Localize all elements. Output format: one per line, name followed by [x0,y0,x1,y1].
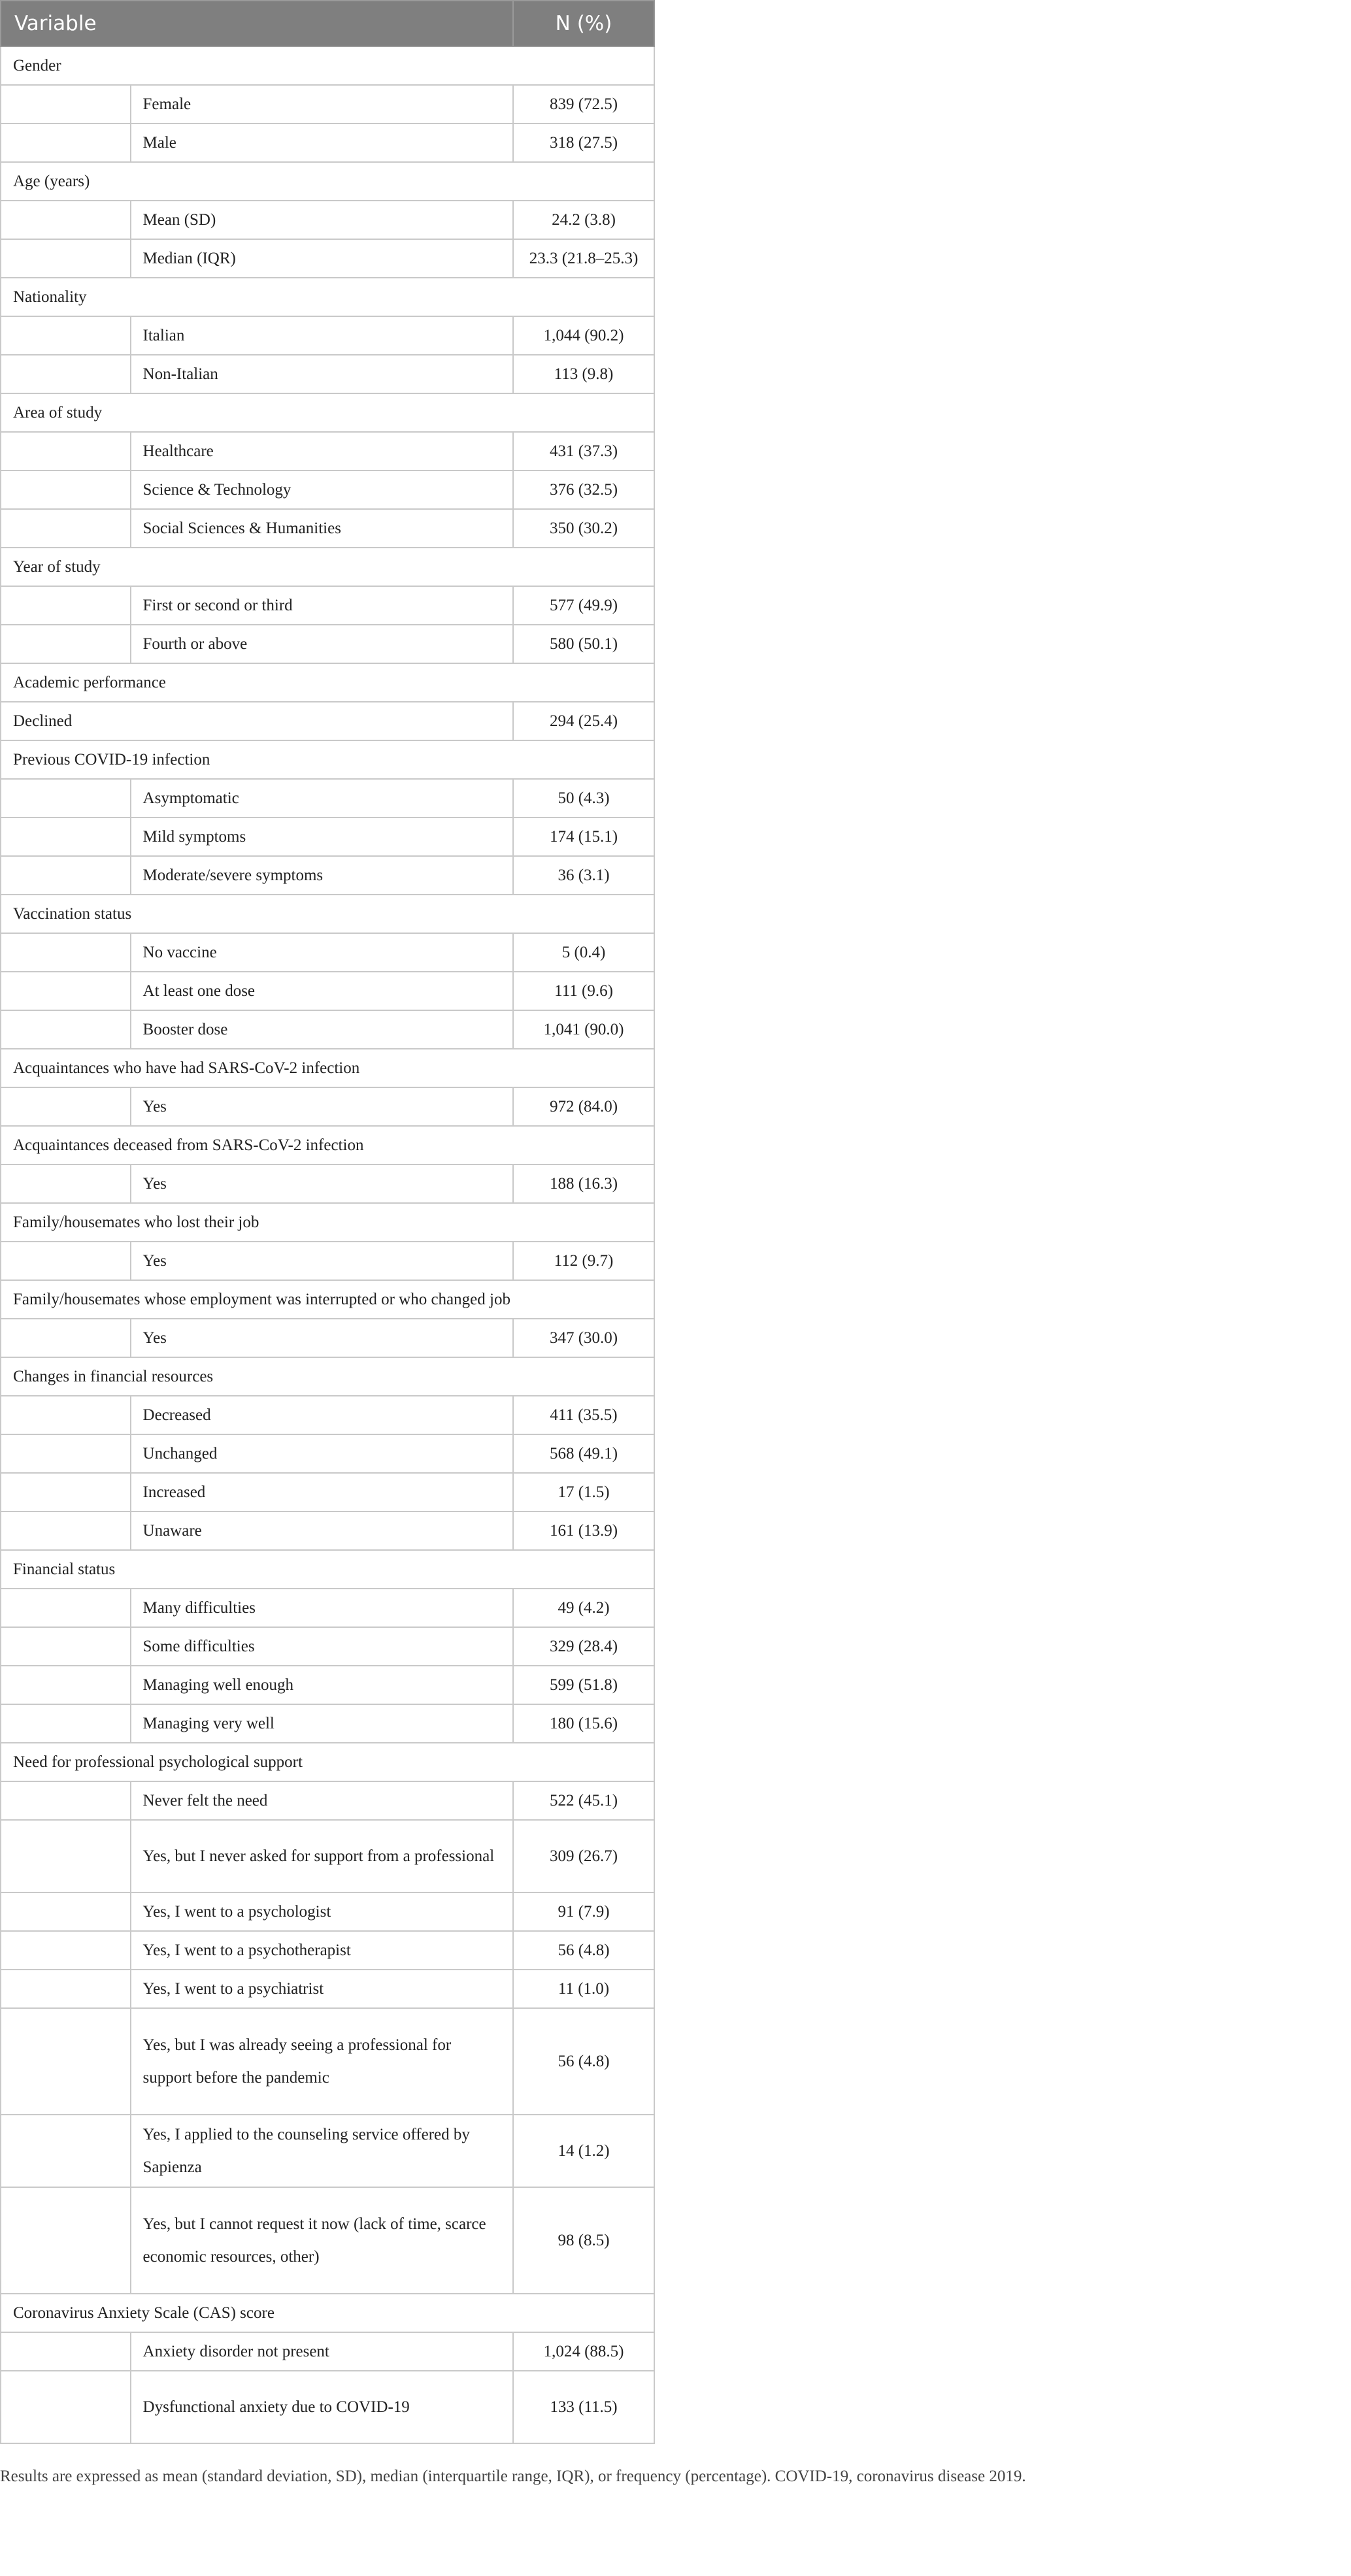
category-row [1,1280,654,1319]
table-row [1,1931,654,1970]
row-value: 24.2 (3.8) [513,201,654,239]
table-footnote: Results are expressed as mean (standard deviation, SD), median (interquartile range, IQR), or frequency (percentage). COVID-19, coronavirus disease 2019. [0,2468,1026,2485]
row-value: 14 (1.2) [513,2115,654,2187]
header-n-percent: N (%) [513,1,654,46]
table-row [1,1666,654,1704]
row-label: Yes, but I cannot request it now (lack of time, scarce economic resources, other) [131,2187,514,2294]
category-label: Financial status [1,1550,654,1589]
row-value: 294 (25.4) [513,702,654,740]
row-label: Yes, I went to a psychologist [131,1892,514,1931]
indent-cell [1,432,131,471]
row-value: 180 (15.6) [513,1704,654,1743]
row-label: Dysfunctional anxiety due to COVID-19 [131,2371,514,2443]
row-label: Median (IQR) [131,239,514,278]
row-label: Yes, I went to a psychotherapist [131,1931,514,1970]
row-value: 17 (1.5) [513,1473,654,1511]
row-label: Yes [131,1164,514,1203]
row-label: Healthcare [131,432,514,471]
row-value: 113 (9.8) [513,355,654,393]
row-value: 11 (1.0) [513,1970,654,2008]
table-row [1,2332,654,2371]
header-row [1,1,654,46]
row-label: Yes [131,1319,514,1357]
row-value: 411 (35.5) [513,1396,654,1434]
indent-cell [1,509,131,548]
table-row [1,1434,654,1473]
category-label: Acquaintances deceased from SARS-CoV-2 infection [1,1126,654,1164]
category-label: Age (years) [1,162,654,201]
category-label: Nationality [1,278,654,316]
category-label: Area of study [1,393,654,432]
table-row [1,933,654,972]
category-row [1,1049,654,1087]
row-value: 577 (49.9) [513,586,654,625]
row-value: 329 (28.4) [513,1627,654,1666]
row-label: Italian [131,316,514,355]
indent-cell [1,1627,131,1666]
row-value: 972 (84.0) [513,1087,654,1126]
table-row [1,432,654,471]
indent-cell [1,856,131,895]
table-row [1,779,654,817]
row-label: Decreased [131,1396,514,1434]
row-label: Social Sciences & Humanities [131,509,514,548]
row-label: Asymptomatic [131,779,514,817]
row-label: Unaware [131,1511,514,1550]
indent-cell [1,85,131,124]
row-label: Female [131,85,514,124]
row-value: 580 (50.1) [513,625,654,663]
indent-cell [1,355,131,393]
row-label: Yes, but I never asked for support from a professional [131,1820,514,1892]
indent-cell [1,2332,131,2371]
row-label: Non-Italian [131,355,514,393]
indent-cell [1,1892,131,1931]
indent-cell [1,1704,131,1743]
row-label: Yes [131,1087,514,1126]
row-value: 350 (30.2) [513,509,654,548]
table-row [1,1781,654,1820]
table-row [1,972,654,1010]
indent-cell [1,1087,131,1126]
table-row [1,2371,654,2443]
row-value: 1,024 (88.5) [513,2332,654,2371]
row-value: 5 (0.4) [513,933,654,972]
indent-cell [1,972,131,1010]
row-value: 133 (11.5) [513,2371,654,2443]
row-label: Yes, I went to a psychiatrist [131,1970,514,2008]
row-label: Anxiety disorder not present [131,2332,514,2371]
indent-cell [1,2187,131,2294]
table-row [1,1319,654,1357]
row-label: Managing very well [131,1704,514,1743]
row-value: 56 (4.8) [513,2008,654,2115]
category-row [1,278,654,316]
table-row [1,1970,654,2008]
table-row [1,355,654,393]
row-label: Managing well enough [131,1666,514,1704]
table-row [1,1704,654,1743]
indent-cell [1,817,131,856]
table-row [1,586,654,625]
category-label: Changes in financial resources [1,1357,654,1396]
table-row [1,1820,654,1892]
indent-cell [1,1242,131,1280]
indent-cell [1,1164,131,1203]
row-value: 568 (49.1) [513,1434,654,1473]
row-label: Yes, but I was already seeing a professional for support before the pandemic [131,2008,514,2115]
row-value: 318 (27.5) [513,124,654,162]
category-row [1,548,654,586]
header-variable: Variable [1,1,513,46]
category-row [1,46,654,85]
row-value: 839 (72.5) [513,85,654,124]
characteristics-table [0,0,655,2444]
table-row [1,201,654,239]
row-value: 91 (7.9) [513,1892,654,1931]
table-row [1,1087,654,1126]
indent-cell [1,316,131,355]
indent-cell [1,625,131,663]
table-row [1,1010,654,1049]
category-row [1,1126,654,1164]
row-label: Male [131,124,514,162]
category-label: Previous COVID-19 infection [1,740,654,779]
row-label: Yes [131,1242,514,1280]
table-row [1,856,654,895]
row-label: Mild symptoms [131,817,514,856]
category-label: Coronavirus Anxiety Scale (CAS) score [1,2294,654,2332]
table-row [1,1589,654,1627]
row-label: Science & Technology [131,471,514,509]
row-label: Moderate/severe symptoms [131,856,514,895]
table-row [1,702,654,740]
category-row [1,1550,654,1589]
row-label: Fourth or above [131,625,514,663]
row-value: 56 (4.8) [513,1931,654,1970]
row-value: 111 (9.6) [513,972,654,1010]
table-row [1,124,654,162]
row-value: 309 (26.7) [513,1820,654,1892]
indent-cell [1,1396,131,1434]
table-row [1,509,654,548]
category-row [1,1203,654,1242]
row-label: Yes, I applied to the counseling service offered by Sapienza [131,2115,514,2187]
indent-cell [1,2008,131,2115]
row-label: No vaccine [131,933,514,972]
category-label: Need for professional psychological support [1,1743,654,1781]
row-value: 431 (37.3) [513,432,654,471]
table-row [1,239,654,278]
table-row [1,2187,654,2294]
indent-cell [1,1666,131,1704]
row-value: 50 (4.3) [513,779,654,817]
table-row [1,2008,654,2115]
row-label: Some difficulties [131,1627,514,1666]
row-value: 174 (15.1) [513,817,654,856]
row-label: Mean (SD) [131,201,514,239]
row-value: 49 (4.2) [513,1589,654,1627]
category-row [1,895,654,933]
row-value: 347 (30.0) [513,1319,654,1357]
indent-cell [1,471,131,509]
table-row [1,1892,654,1931]
row-value: 161 (13.9) [513,1511,654,1550]
table-row [1,1511,654,1550]
indent-cell [1,586,131,625]
indent-cell [1,1319,131,1357]
row-value: 1,044 (90.2) [513,316,654,355]
table-row [1,1627,654,1666]
indent-cell [1,1781,131,1820]
row-value: 376 (32.5) [513,471,654,509]
table-row [1,316,654,355]
row-label: At least one dose [131,972,514,1010]
row-value: 36 (3.1) [513,856,654,895]
row-label: First or second or third [131,586,514,625]
category-row [1,663,654,702]
row-value: 188 (16.3) [513,1164,654,1203]
indent-cell [1,201,131,239]
table-row [1,1242,654,1280]
indent-cell [1,1820,131,1892]
row-label: Unchanged [131,1434,514,1473]
category-label: Family/housemates whose employment was interrupted or who changed job [1,1280,654,1319]
indent-cell [1,1434,131,1473]
category-label: Acquaintances who have had SARS-CoV-2 infection [1,1049,654,1087]
row-label: Booster dose [131,1010,514,1049]
category-row [1,2294,654,2332]
category-label: Family/housemates who lost their job [1,1203,654,1242]
category-label: Year of study [1,548,654,586]
indent-cell [1,779,131,817]
indent-cell [1,1970,131,2008]
table-row [1,85,654,124]
indent-cell [1,933,131,972]
category-row [1,162,654,201]
category-row [1,1743,654,1781]
table-row [1,817,654,856]
row-value: 599 (51.8) [513,1666,654,1704]
row-value: 98 (8.5) [513,2187,654,2294]
table-row [1,625,654,663]
indent-cell [1,1473,131,1511]
table-row [1,2115,654,2187]
row-value: 522 (45.1) [513,1781,654,1820]
indent-cell [1,1589,131,1627]
indent-cell [1,1511,131,1550]
row-label: Declined [1,702,513,740]
category-row [1,1357,654,1396]
category-label: Academic performance [1,663,654,702]
table-row [1,1473,654,1511]
row-label: Increased [131,1473,514,1511]
category-label: Vaccination status [1,895,654,933]
table-row [1,1396,654,1434]
table-row [1,471,654,509]
table-row [1,1164,654,1203]
row-value: 112 (9.7) [513,1242,654,1280]
row-label: Never felt the need [131,1781,514,1820]
row-value: 23.3 (21.8–25.3) [513,239,654,278]
indent-cell [1,1010,131,1049]
indent-cell [1,1931,131,1970]
category-row [1,740,654,779]
category-label: Gender [1,46,654,85]
indent-cell [1,2115,131,2187]
row-label: Many difficulties [131,1589,514,1627]
row-value: 1,041 (90.0) [513,1010,654,1049]
indent-cell [1,124,131,162]
indent-cell [1,2371,131,2443]
indent-cell [1,239,131,278]
category-row [1,393,654,432]
table-body [1,46,654,2443]
